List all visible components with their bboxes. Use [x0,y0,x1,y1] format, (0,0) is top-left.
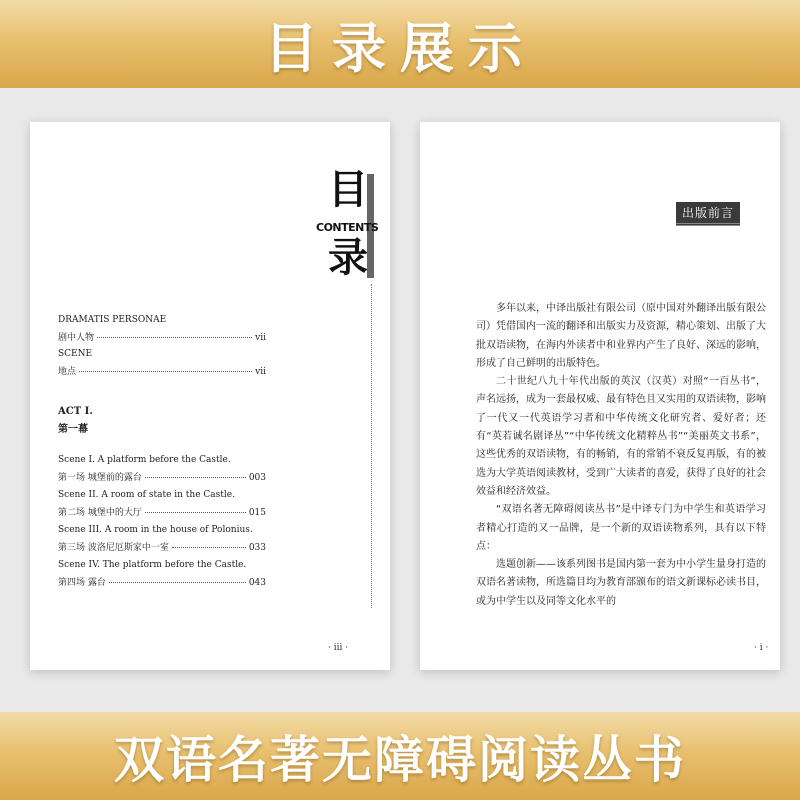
bottom-banner-title: 双语名著无障碍阅读丛书 [114,731,686,789]
preface-paragraph: “双语名著无障碍阅读丛书”是中译专门为中学生和英语学习者精心打造的又一品牌，是一个新的双语读物系列，具有以下特点： [476,504,766,552]
scene-en: Scene IV. The platform before the Castle. [58,560,247,570]
contents-heading-bottom: 录 [328,235,368,281]
top-banner-title: 目录展示 [264,16,536,80]
top-banner [0,0,800,88]
toc-row[interactable] [58,505,266,518]
act-title-zh: 第一幕 [58,424,88,435]
preface-paragraph: 二十世纪八九十年代出版的英汉（汉英）对照“一百丛书”，声名远扬，成为一套最权威、最有特色且又实用的双语读物，影响了一代又一代英语学习者和中华传统文化研究者、爱好者；还有“英若诚名剧译丛”“中华传统文化精粹丛书”“美丽英文书系”，这些优秀的双语读物，有的畅销，有的常销不衰反复再版，有的被选为大学英语阅读教材，受到广大读者的喜爱，获得了良好的社会效益和经济效益。 [476,376,766,497]
toc-row[interactable] [58,470,266,483]
toc-row-page: vii [255,367,266,377]
toc-row-page: 033 [248,543,266,553]
page-number: · iii · [328,643,349,653]
scene-zh: 第二场 城堡中的大厅 [58,508,142,518]
toc-row[interactable] [58,575,266,588]
scene-en: Scene II. A room of state in the Castle. [58,490,235,500]
toc-row-label: 地点 [58,367,77,377]
bottom-banner [0,712,800,800]
preface-paragraph: 选题创新——该系列图书是国内第一套为中小学生量身打造的双语名著读物，所选篇目均为教育部颁布的语文新课标必读书目，或为中学生以及同等文化水平的 [476,559,766,607]
contents-heading-word: CONTENTS [316,221,379,234]
leader-dots [145,477,246,478]
leader-dots [97,337,252,338]
toc-row[interactable] [58,540,266,553]
contents-heading-top: 目 [328,167,368,213]
leader-dots [109,582,246,583]
scene-en: Scene III. A room in the house of Polonius. [58,525,253,535]
leader-dots [79,371,252,372]
scene-zh: 第四场 露台 [58,578,106,588]
preface-page [420,122,780,670]
toc-row-label: 剧中人物 [58,333,95,343]
toc-row[interactable] [58,364,266,377]
preface-title: 出版前言 [676,202,740,226]
toc-row[interactable] [58,330,266,343]
preface-body [476,300,766,611]
scene-en: Scene I. A platform before the Castle. [58,455,231,465]
dotted-divider [371,284,372,608]
page-number: · i · [754,643,769,653]
leader-dots [172,547,246,548]
preface-paragraph: 多年以来，中译出版社有限公司（原中国对外翻译出版有限公司）凭借国内一流的翻译和出版实力及资源，精心策划、出版了大批双语读物，在海内外读者中和业界内产生了良好、深远的影响，形成了自己鲜明的出版特色。 [476,303,766,369]
leader-dots [145,512,246,513]
toc-row-page: 003 [248,473,266,483]
scene-zh: 第一场 城堡前的露台 [58,473,142,483]
dramatis-heading: DRAMATIS PERSONAE [58,315,167,325]
contents-page [30,122,390,670]
act-title-en: ACT I. [58,406,93,417]
toc-row-page: 015 [248,508,266,518]
scene-heading: SCENE [58,349,93,359]
toc-row-page: 043 [248,578,266,588]
scene-zh: 第三场 波洛尼厄斯家中一室 [58,543,169,553]
toc-row-page: vii [255,333,266,343]
